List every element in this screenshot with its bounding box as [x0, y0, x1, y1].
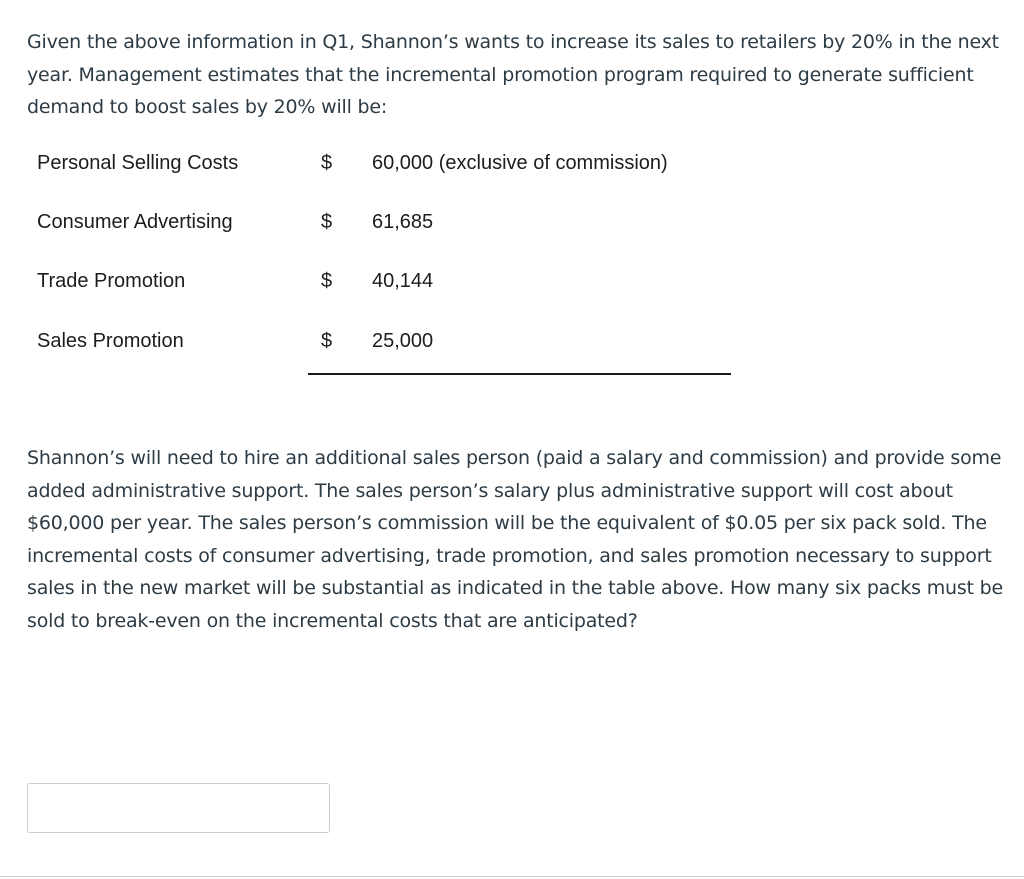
cost-currency: $: [321, 270, 333, 292]
cost-label: Personal Selling Costs: [37, 152, 239, 174]
cost-currency: $: [321, 211, 333, 233]
total-underline: [308, 373, 731, 375]
question-followup: Shannon’s will need to hire an additional sales person (paid a salary and commission) and provide some added administrative support. The sales person’s salary plus administrative support will cost about $60,000 per year. The sales person’s commission will be the equivalent of $0.05 per six pack sold. The incremental costs of consumer advertising, trade promotion, and sales promotion necessary to support sales in the new market will be substantial as indicated in the table above. How many six packs must be sold to break-even on the incremental costs that are anticipated?: [27, 447, 1004, 632]
cost-label: Consumer Advertising: [37, 211, 233, 233]
answer-input[interactable]: [27, 783, 330, 833]
cost-amount: 40,144: [372, 270, 434, 292]
question-prompt: Given the above information in Q1, Shannon’s wants to increase its sales to retailers by 20% in the next year. Management estimates that the incremental promotion program required to generate sufficient demand to boost sales by 20% will be:: [27, 31, 999, 118]
cost-amount: 61,685: [372, 211, 434, 233]
cost-label: Sales Promotion: [37, 330, 184, 352]
cost-row-sales-promotion: [37, 330, 737, 360]
cost-row-consumer-advertising: [37, 211, 737, 241]
cost-row-trade-promotion: [37, 270, 737, 300]
cost-row-personal-selling: [37, 152, 737, 182]
cost-label: Trade Promotion: [37, 270, 186, 292]
cost-amount: 25,000: [372, 330, 434, 352]
cost-amount: 60,000 (exclusive of commission): [372, 152, 668, 174]
bottom-divider: [0, 876, 1024, 877]
cost-currency: $: [321, 152, 333, 174]
cost-currency: $: [321, 330, 333, 352]
